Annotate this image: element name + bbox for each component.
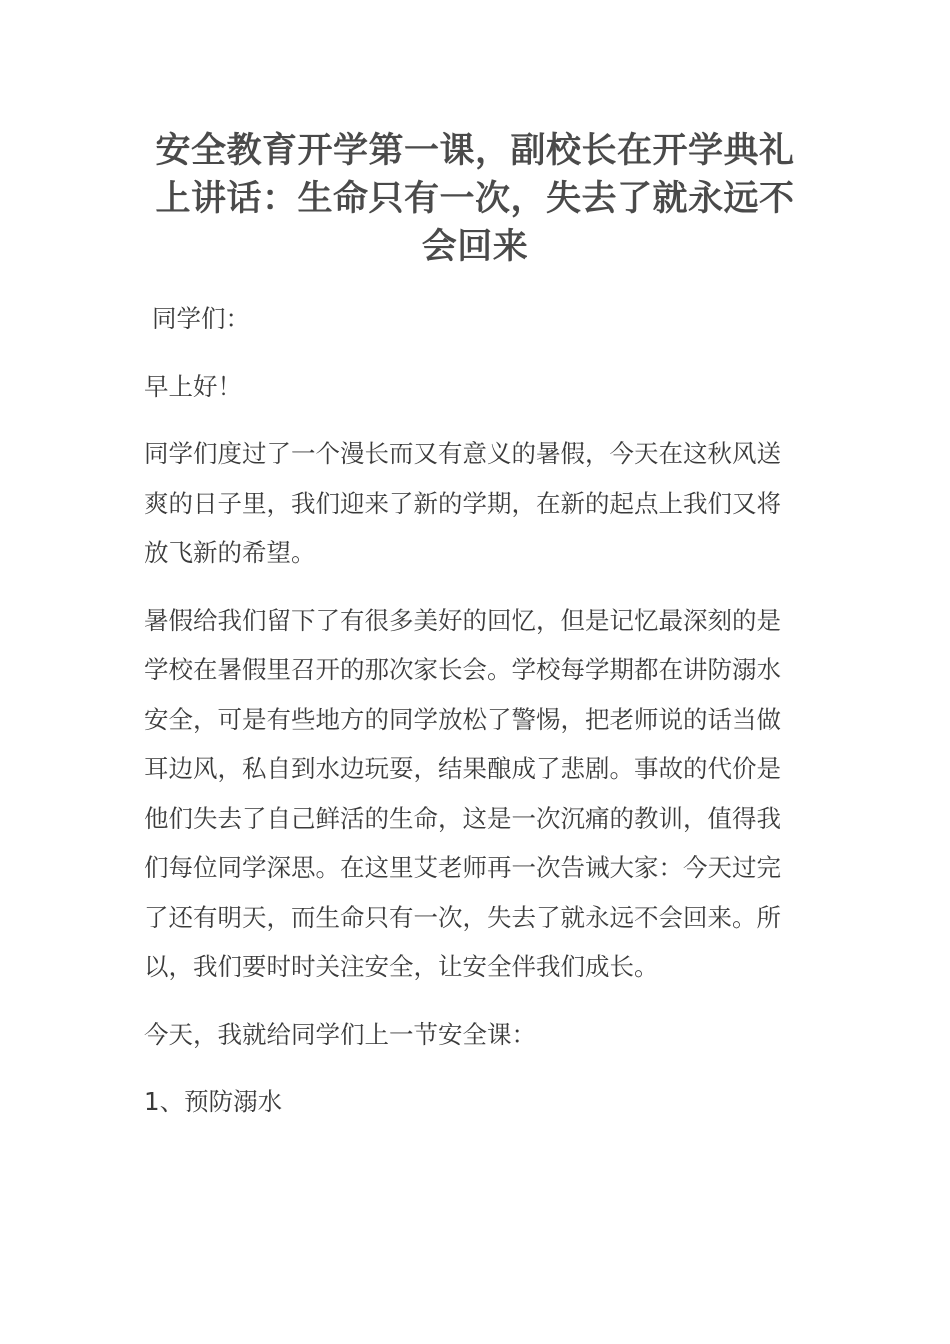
document-title: 安全教育开学第一课，副校长在开学典礼上讲话：生命只有一次，失去了就永远不会回来 [155,131,795,267]
body-paragraph: 暑假给我们留下了有很多美好的回忆，但是记忆最深刻的是学校在暑假里召开的那次家长会。学校每学期都在讲防溺水安全，可是有些地方的同学放松了警惕，把老师说的话当做耳边风，私自到水边玩耍，结果酿成了悲剧。事故的代价是他们失去了自己鲜活的生命，这是一次沉痛的教训，值得我们每位同学深思。在这里艾老师再一次告诫大家：今天过完了还有明天，而生命只有一次，失去了就永远不会回来。所以，我们要时时关注安全，让安全伴我们成长。 [144,605,781,981]
document-body [144,294,794,1145]
salutation-paragraph: 同学们： [152,304,250,333]
body-paragraph: 今天，我就给同学们上一节安全课： [144,1019,536,1049]
body-paragraph: 同学们度过了一个漫长而又有意义的暑假，今天在这秋风送爽的日子里，我们迎来了新的学期，在新的起点上我们又将放飞新的希望。 [144,439,781,567]
section-heading: 1、预防溺水 [144,1087,283,1116]
greeting-paragraph: 早上好！ [144,371,242,401]
